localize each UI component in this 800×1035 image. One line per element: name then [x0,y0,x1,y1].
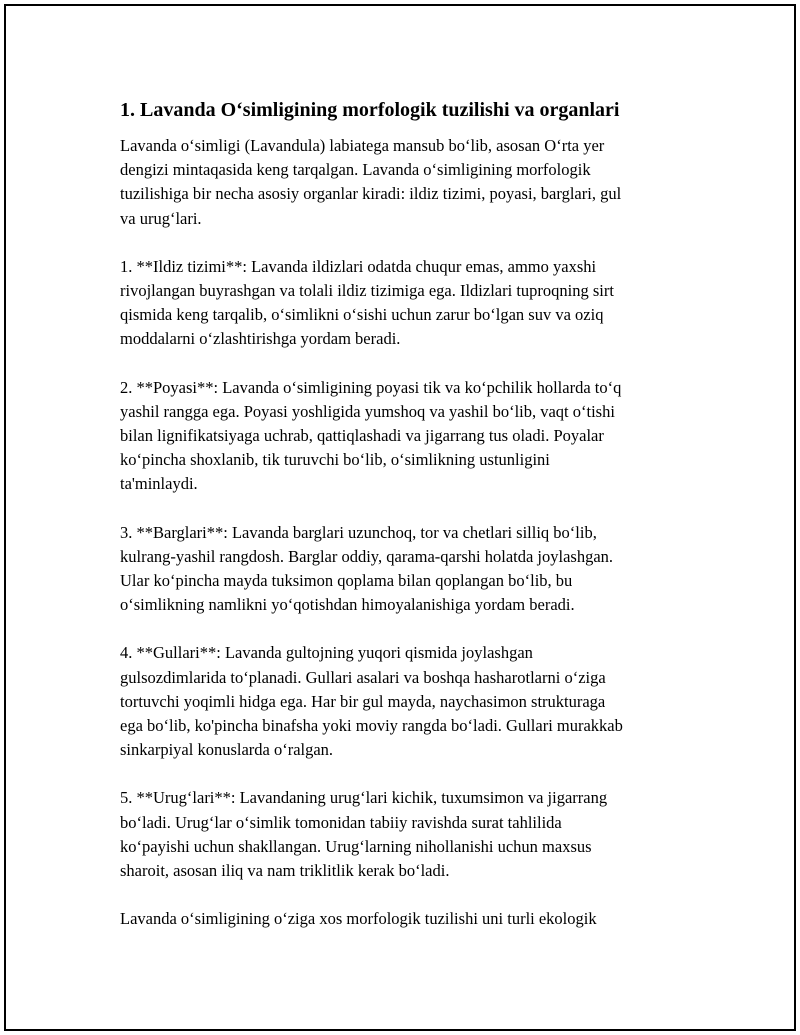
document-body [120,96,700,955]
paragraph-conclusion: Lavanda o‘simligining o‘ziga xos morfologik tuzilishi uni turli ekologik [120,909,597,929]
page-frame [4,4,796,1031]
paragraph-leaves: 3. **Barglari**: Lavanda barglari uzunchoq, tor va chetlari silliq bo‘lib, kulrang-yashil rangdosh. Barglar oddiy, qarama-qarshi holatda joylashgan. Ular ko‘pincha mayda tuksimon qoplama bilan qoplangan bo‘lib, bu o‘simlikning namlikni yo‘qotishdan himoyalanishiga yordam beradi. [120,522,614,615]
paragraph-intro: Lavanda o‘simligi (Lavandula) labiatega mansub bo‘lib, asosan O‘rta yer dengizi mintaqasida keng tarqalgan. Lavanda o‘simligining morfologik tuzilishiga bir necha asosiy organlar kiradi: ildiz tizimi, poyasi, barglari, gul va urug‘lari. [120,136,622,228]
document-title: 1. Lavanda O‘simligining morfologik tuzilishi va organlari [120,99,620,121]
paragraph-stem: 2. **Poyasi**: Lavanda o‘simligining poyasi tik va ko‘pchilik hollarda to‘q yashil rangga ega. Poyasi yoshligida yumshoq va yashil bo‘lib, vaqt o‘tishi bilan lignifikatsiyaga uchrab, qattiqlashadi va jigarrang tus oladi. Poyalar ko‘pincha shoxlanib, tik turuvchi bo‘lib, o‘simlikning ustunligini ta'minlaydi. [120,377,622,494]
paragraph-root-system: 1. **Ildiz tizimi**: Lavanda ildizlari odatda chuqur emas, ammo yaxshi rivojlangan buyrashgan va tolali ildiz tizimiga ega. Ildizlari tuproqning sirt qismida keng tarqalib, o‘simlikni o‘sishi uchun zarur bo‘lgan suv va oziq moddalarni o‘zlashtirishga yordam beradi. [120,256,614,349]
paragraph-flowers: 4. **Gullari**: Lavanda gultojning yuqori qismida joylashgan gulsozdimlarida to‘planadi. Gullari asalari va boshqa hasharotlarni o‘ziga tortuvchi yoqimli hidga ega. Har bir gul mayda, naychasimon strukturaga ega bo‘lib, ko'pincha binafsha yoki moviy rangda bo‘ladi. Gullari murakkab sinkarpiyal konuslarda o‘ralgan. [120,643,623,760]
paragraph-seeds: 5. **Urug‘lari**: Lavandaning urug‘lari kichik, tuxumsimon va jigarrang bo‘ladi. Urug‘lar o‘simlik tomonidan tabiiy ravishda surat tahlilida ko‘payishi uchun shakllangan. Urug‘larning nihollanishi uchun maxsus sharoit, asosan iliq va nam triklitlik kerak bo‘ladi. [120,788,608,881]
